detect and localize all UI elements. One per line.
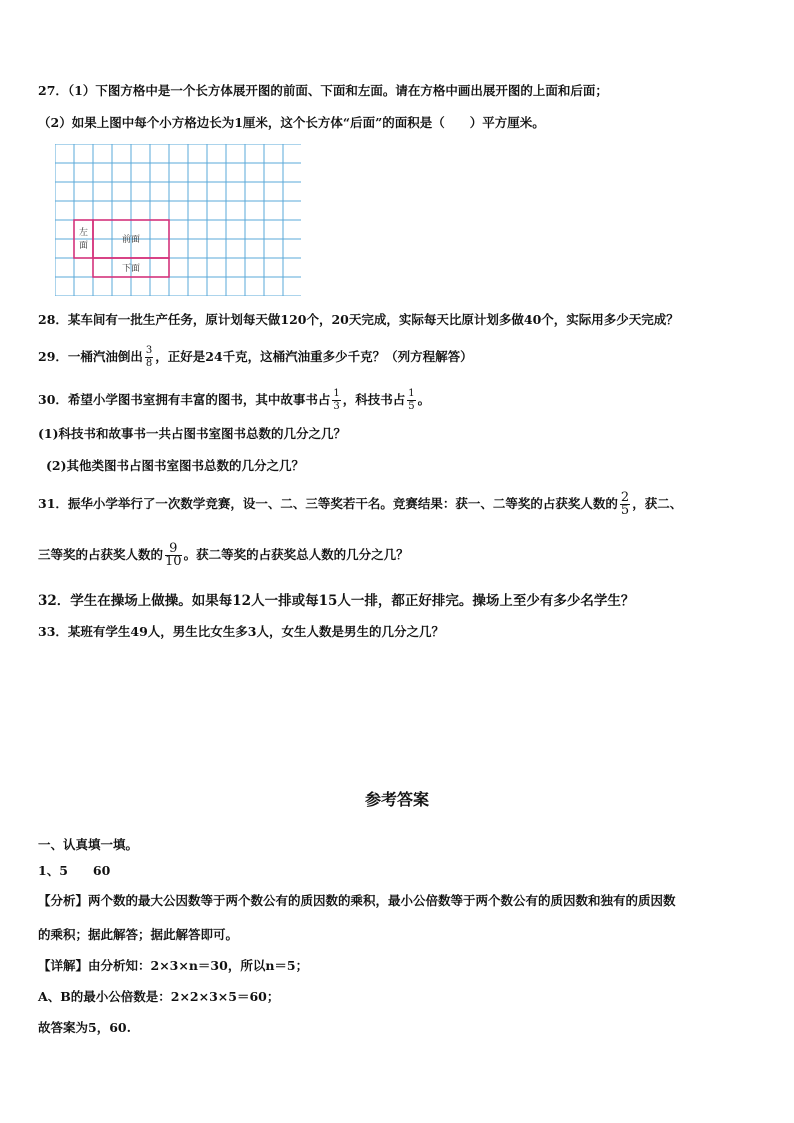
q30-mid: ，科技书占 (342, 392, 406, 407)
q31-line1 (38, 492, 682, 517)
q27-line2-b: 厘米，这个长方体“后面”的面积是（ ）平方厘米。 (242, 115, 545, 130)
q29-fraction (145, 345, 153, 370)
q31-f1-num: 2 (620, 490, 630, 505)
q30-f2-num: 1 (408, 388, 415, 399)
unfolding-grid-figure (55, 144, 301, 296)
q27-line2-a: （2）如果上图中每个小方格边长为 (38, 115, 235, 130)
q30-end: 。 (417, 392, 431, 407)
q31-line2-suffix: 。获二等奖的占获奖总人数的几分之几？ (183, 547, 409, 562)
q30-f1-num: 1 (333, 388, 340, 399)
q30-fraction-1 (332, 388, 340, 413)
q30-sub1: (1)科技书和故事书一共占图书室图书总数的几分之几？ (38, 426, 347, 441)
q30-f2-den: 5 (408, 401, 415, 412)
q31-line2-prefix: 三等奖的占获奖人数的 (38, 547, 164, 562)
front-face-label: 前面 (121, 235, 141, 245)
q30-sub2: (2)其他类图书占图书室图书总数的几分之几？ (46, 458, 305, 473)
answers-section: 一、认真填一填。 (38, 837, 139, 852)
q31-f2-den: 10 (165, 554, 182, 569)
q33: 33．某班有学生49人，男生比女生多3人，女生人数是男生的几分之几？ (38, 624, 444, 639)
q28: 28．某车间有一批生产任务，原计划每天做120个，20天完成，实际每天比原计划多做40个，实际用多少天完成？ (38, 312, 679, 327)
q27-line2-num: 1 (234, 115, 243, 130)
q29-suffix: ，正好是24千克，这桶汽油重多少千克？（列方程解答） (155, 349, 473, 364)
bottom-face-label: 下面 (121, 264, 141, 274)
answer-1: 1、5 60 (38, 863, 111, 878)
q27-line2 (38, 114, 545, 132)
conclusion-line: 故答案为5，60. (38, 1020, 131, 1035)
q31-f2-num: 9 (165, 543, 182, 556)
analysis-line-2: 的乘积；据此解答；据此解答即可。 (38, 927, 239, 942)
q29 (38, 345, 473, 370)
q30-fraction-2 (407, 388, 415, 413)
q30-prefix: 30．希望小学图书室拥有丰富的图书，其中故事书占 (38, 392, 331, 407)
q27-line1: 27．（1）下图方格中是一个长方体展开图的前面、下面和左面。请在方格中画出展开图的上面和后面； (38, 83, 608, 98)
q31-fraction-1 (620, 492, 630, 517)
q31-f1-den: 5 (620, 503, 630, 518)
q32: 32．学生在操场上做操。如果每12人一排或每15人一排，都正好排完。操场上至少有多少名学生？ (38, 593, 635, 609)
detail-line: 【详解】由分析知：2×3×n＝30，所以n＝5； (38, 958, 309, 973)
q29-frac-den: 8 (145, 358, 153, 369)
q31-line2 (38, 543, 409, 568)
lcm-line: A、B的最小公倍数是：2×2×3×5＝60； (38, 989, 280, 1004)
q31-fraction-2 (165, 543, 182, 568)
left-face-label-2: 面 (78, 241, 89, 251)
answers-title: 参考答案 (364, 790, 429, 809)
q29-prefix: 29．一桶汽油倒出 (38, 349, 143, 364)
analysis-line-1: 【分析】两个数的最大公因数等于两个数公有的质因数的乘积，最小公倍数等于两个数公有的质因数和独有的质因数 (38, 893, 676, 908)
q30-f1-den: 3 (333, 401, 340, 412)
q31-mid: ，获二、 (632, 496, 683, 511)
left-face-label-1: 左 (78, 228, 89, 238)
q30 (38, 388, 430, 413)
q29-frac-num: 3 (145, 345, 153, 356)
q31-prefix: 31．振华小学举行了一次数学竞赛，设一、二、三等奖若干名。竞赛结果：获一、二等奖的占获奖人数的 (38, 496, 618, 511)
